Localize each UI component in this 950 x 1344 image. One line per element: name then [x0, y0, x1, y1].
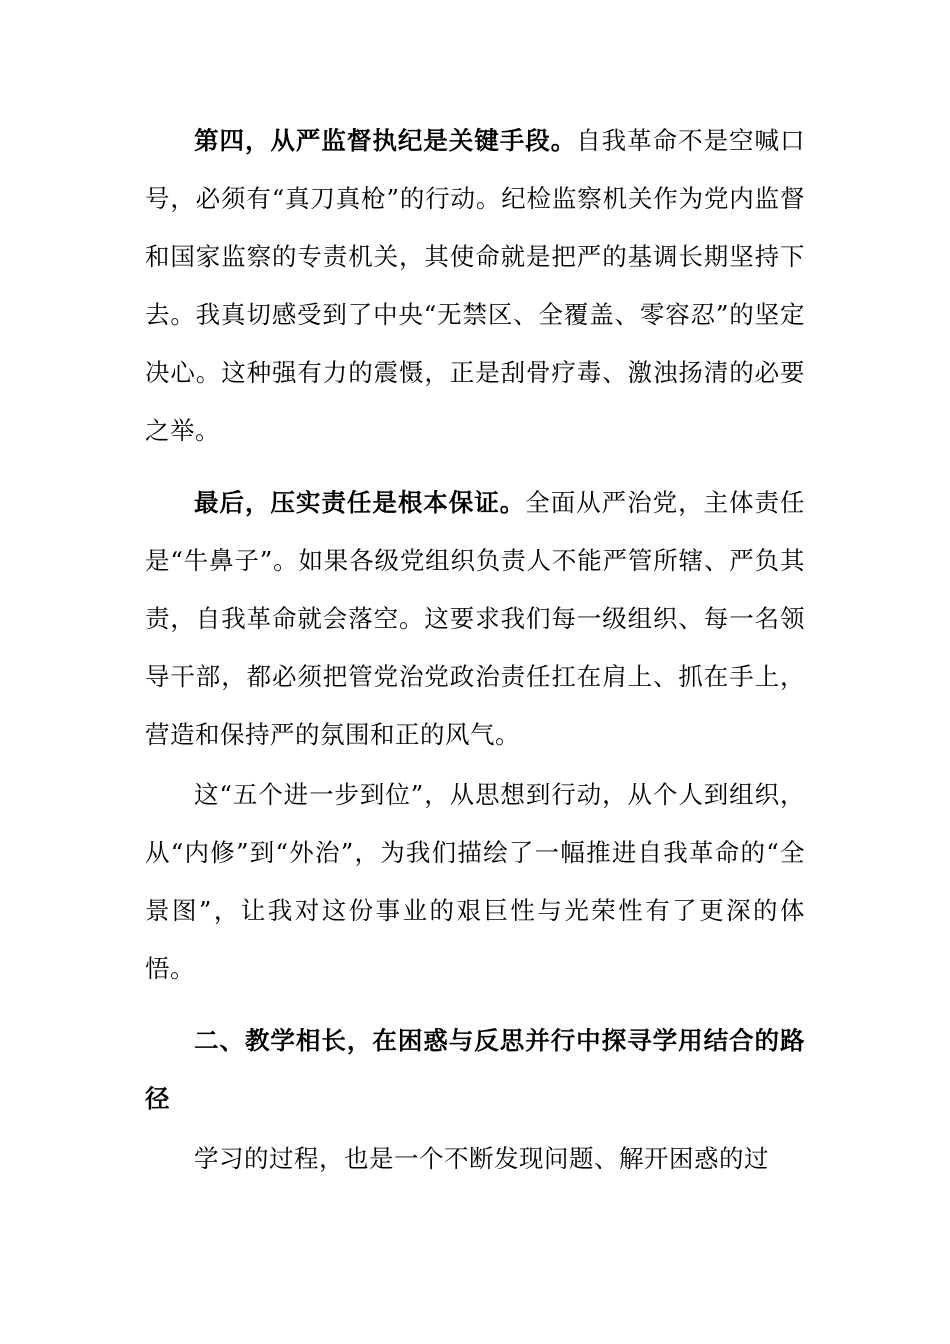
paragraph-lead: 第四，从严监督执纪是关键手段。: [194, 126, 577, 155]
paragraph-text: 全面从严治党，主体责任是“牛鼻子”。如果各级党组织负责人不能严管所辖、严负其责，自我革命就会落空。这要求我们每一级组织、每一名领导干部，都必须把管党治党政治责任扛在肩上、抓在手上，营造和保持严的氛围和正的风气。: [145, 488, 806, 749]
paragraph-summary: [145, 766, 805, 998]
paragraph-text: 自我革命不是空喊口号，必须有“真刀真枪”的行动。纪检监察机关作为党内监督和国家监察的专责机关，其使命就是把严的基调长期坚持下去。我真切感受到了中央“无禁区、全覆盖、零容忍”的坚定决心。这种强有力的震慑，正是刮骨疗毒、激浊扬清的必要之举。: [145, 126, 806, 445]
paragraph-supervision: [145, 112, 805, 460]
section-heading: 二、教学相长，在困惑与反思并行中探寻学用结合的路径: [145, 1026, 805, 1113]
paragraph-learning: 学习的过程，也是一个不断发现问题、解开困惑的过: [194, 1144, 769, 1173]
paragraph-lead: 最后，压实责任是根本保证。: [194, 488, 526, 517]
paragraph-responsibility: [145, 474, 805, 764]
paragraph-text: 这“五个进一步到位”，从思想到行动，从个人到组织，从“内修”到“外治”，为我们描绘了一幅推进自我革命的“全景图”，让我对这份事业的艰巨性与光荣性有了更深的体悟。: [145, 780, 805, 983]
document-page: [145, 112, 805, 1188]
